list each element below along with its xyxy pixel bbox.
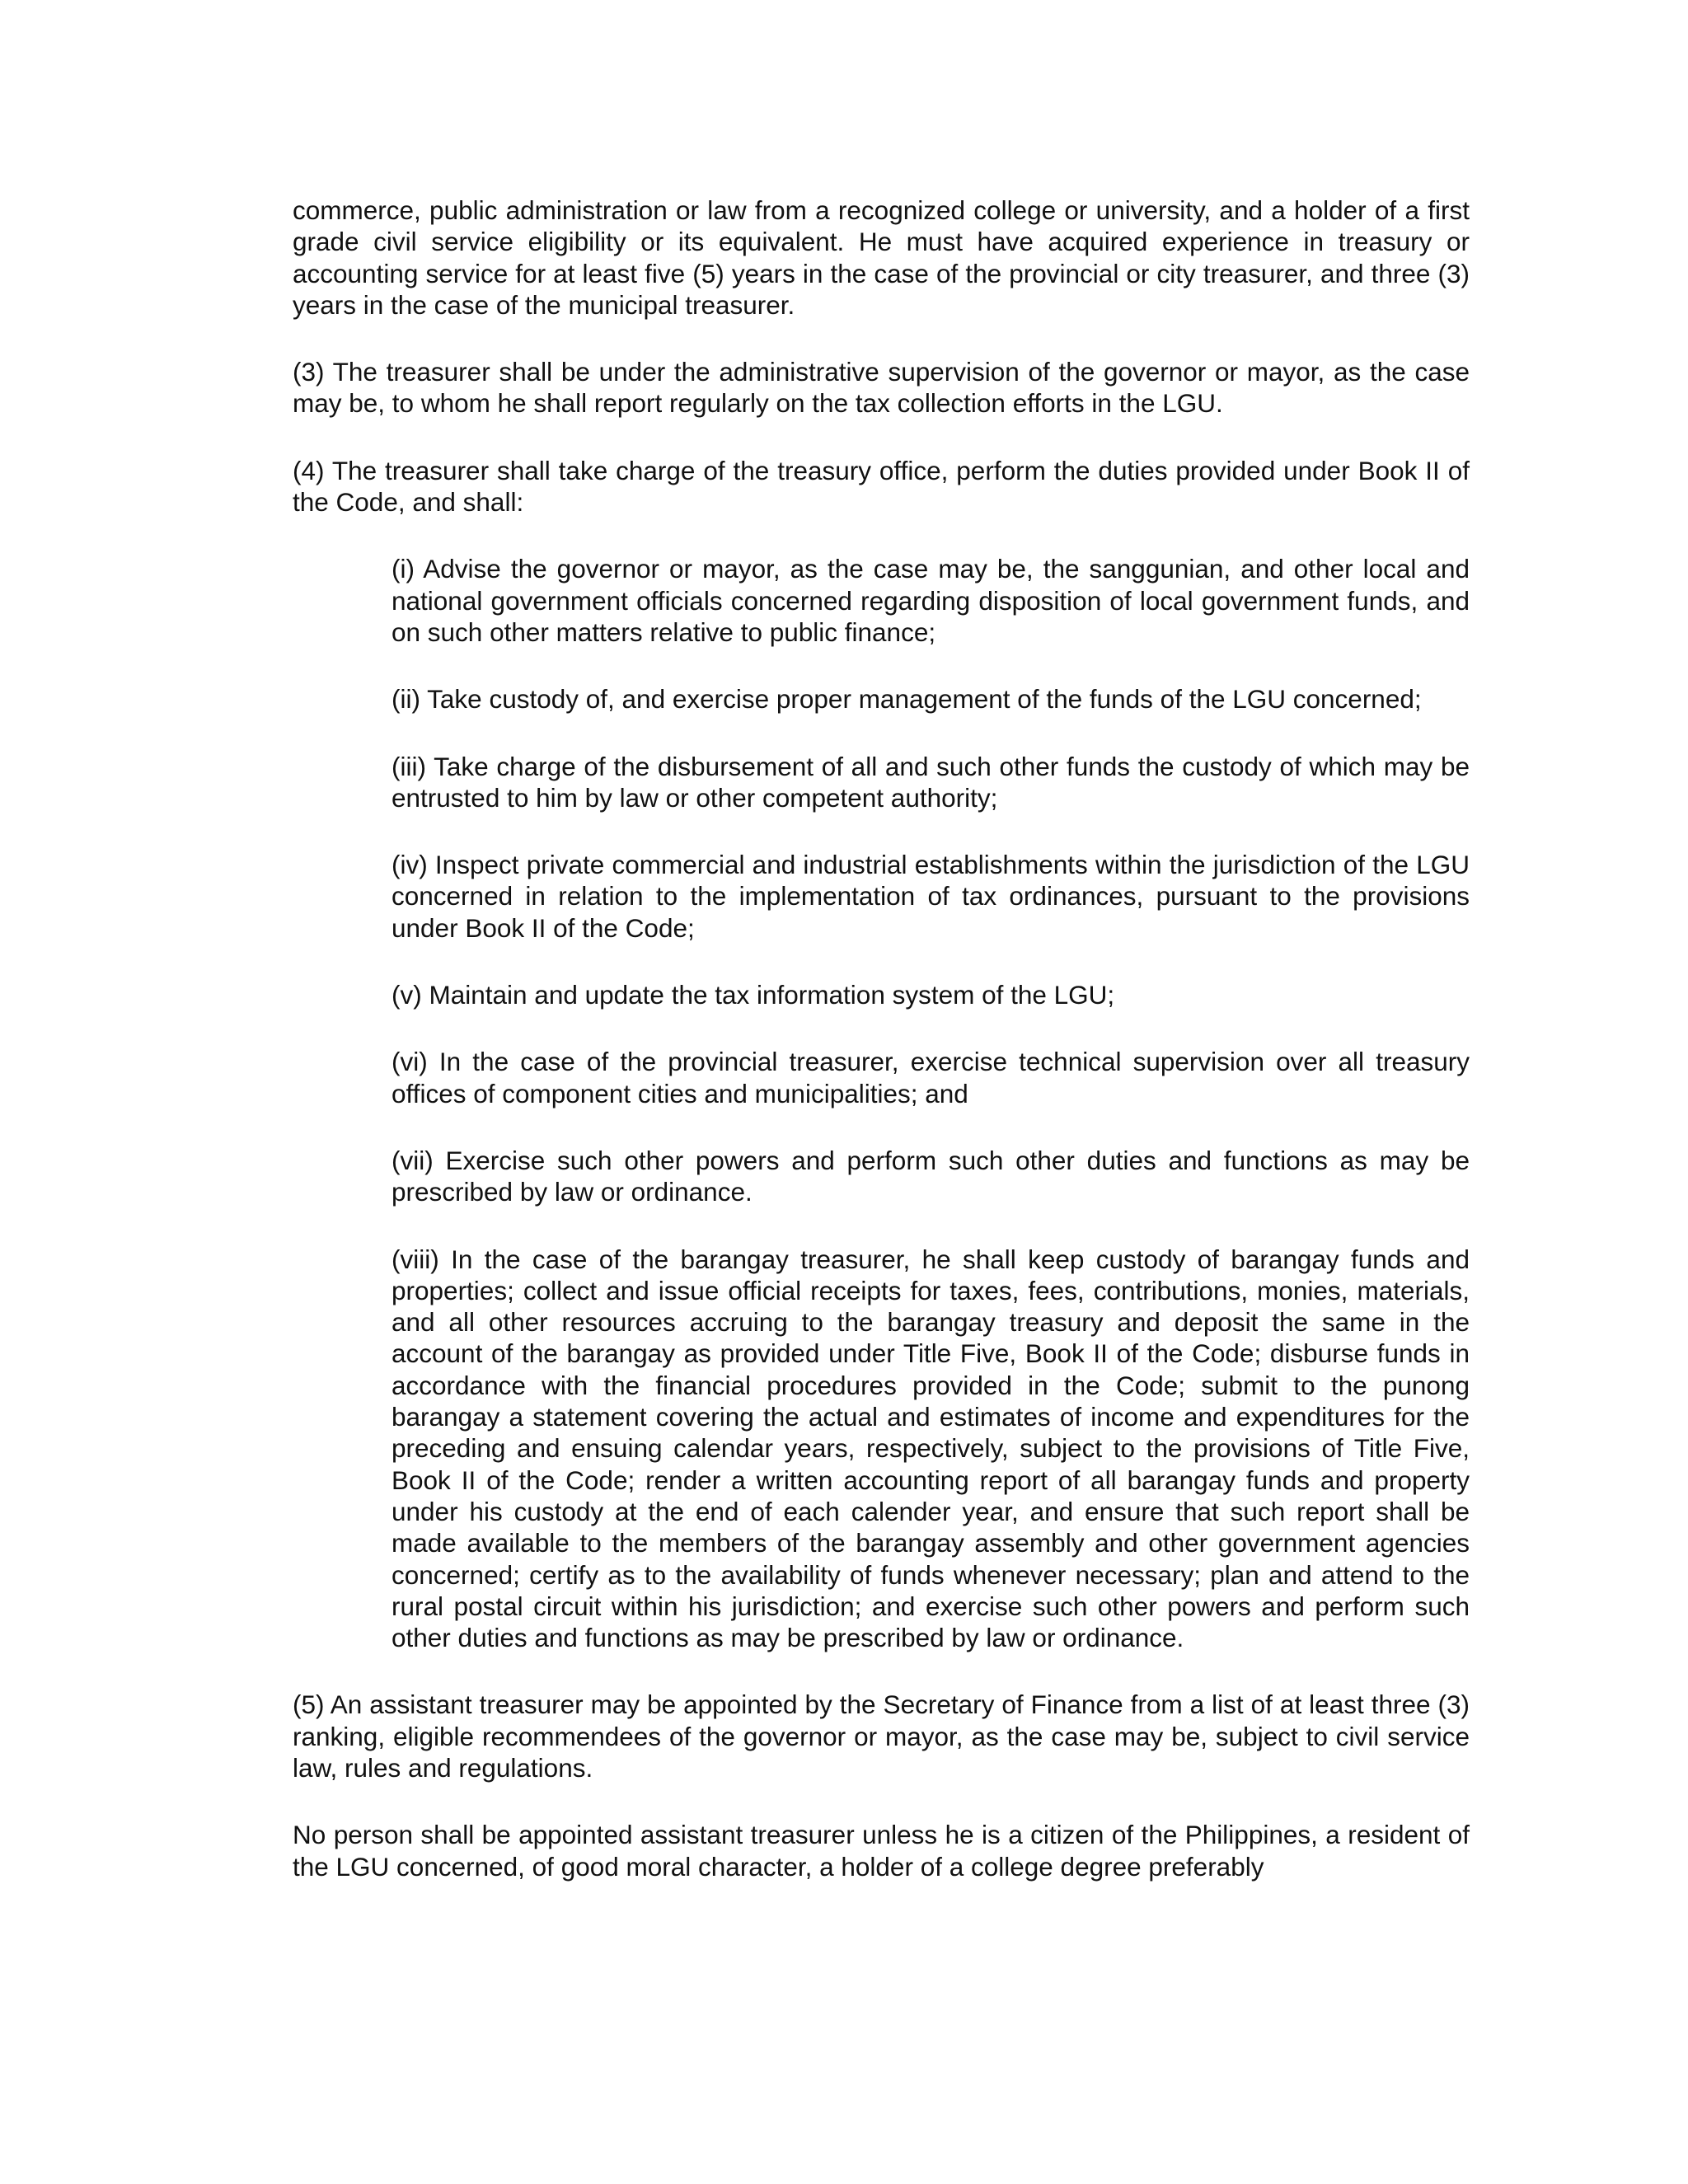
sub-item-viii: (viii) In the case of the barangay treasurer, he shall keep custody of barangay funds and properties; collect and issue official receipts for taxes, fees, contributions, monies, materials, and all other resources accruing to the barangay treasury and deposit the same in the account of the barangay as provided under Title Five, Book II of the Code; disburse funds in accordance with the financial procedures provided in the Code; submit to the punong barangay a statement covering the actual and estimates of income and expenditures for the preceding and ensuing calendar years, respectively, subject to the provisions of Title Five, Book II of the Code; render a written accounting report of all barangay funds and property under his custody at the end of each calender year, and ensure that such report shall be made available to the members of the barangay assembly and other government agencies concerned; certify as to the availability of funds whenever necessary; plan and attend to the rural postal circuit within his jurisdiction; and exercise such other powers and perform such other duties and functions as may be prescribed by law or ordinance. bbox=[392, 1244, 1470, 1653]
paragraph-assistant-qualifications: No person shall be appointed assistant treasurer unless he is a citizen of the Philippines, a resident of the LGU concerned, of good moral character, a holder of a college degree preferably bbox=[293, 1820, 1470, 1882]
document-body bbox=[293, 194, 1470, 1882]
sub-item-vi: (vi) In the case of the provincial treasurer, exercise technical supervision over all treasury offices of component cities and municipalities; and bbox=[392, 1047, 1470, 1108]
paragraph-5-assistant-treasurer: (5) An assistant treasurer may be appointed by the Secretary of Finance from a list of at least three (3) ranking, eligible recommendees of the governor or mayor, as the case may be, subject to civil service law, rules and regulations. bbox=[293, 1690, 1470, 1783]
paragraph-3-supervision: (3) The treasurer shall be under the administrative supervision of the governor or mayor, as the case may be, to whom he shall report regularly on the tax collection efforts in the LGU. bbox=[293, 357, 1470, 419]
paragraph-qualifications-continued: commerce, public administration or law from a recognized college or university, and a holder of a first grade civil service eligibility or its equivalent. He must have acquired experience in treasury or accounting service for at least five (5) years in the case of the provincial or city treasurer, and three (3) years in the case of the municipal treasurer. bbox=[293, 195, 1470, 320]
sub-item-i: (i) Advise the governor or mayor, as the case may be, the sanggunian, and other local and national government officials concerned regarding disposition of local government funds, and on such other matters relative to public finance; bbox=[392, 554, 1470, 647]
sub-item-v: (v) Maintain and update the tax information system of the LGU; bbox=[392, 980, 1115, 1010]
sub-item-iv: (iv) Inspect private commercial and industrial establishments within the jurisdiction of the LGU concerned in relation to the implementation of tax ordinances, pursuant to the provisions under Book II of the Code; bbox=[392, 850, 1470, 943]
sub-item-iii: (iii) Take charge of the disbursement of all and such other funds the custody of which may be entrusted to him by law or other competent authority; bbox=[392, 751, 1470, 813]
sub-item-ii: (ii) Take custody of, and exercise proper management of the funds of the LGU concerned; bbox=[392, 684, 1422, 715]
paragraph-4-duties: (4) The treasurer shall take charge of the treasury office, perform the duties provided under Book II of the Code, and shall: bbox=[293, 455, 1470, 518]
sub-item-vii: (vii) Exercise such other powers and perform such other duties and functions as may be prescribed by law or ordinance. bbox=[392, 1145, 1470, 1207]
